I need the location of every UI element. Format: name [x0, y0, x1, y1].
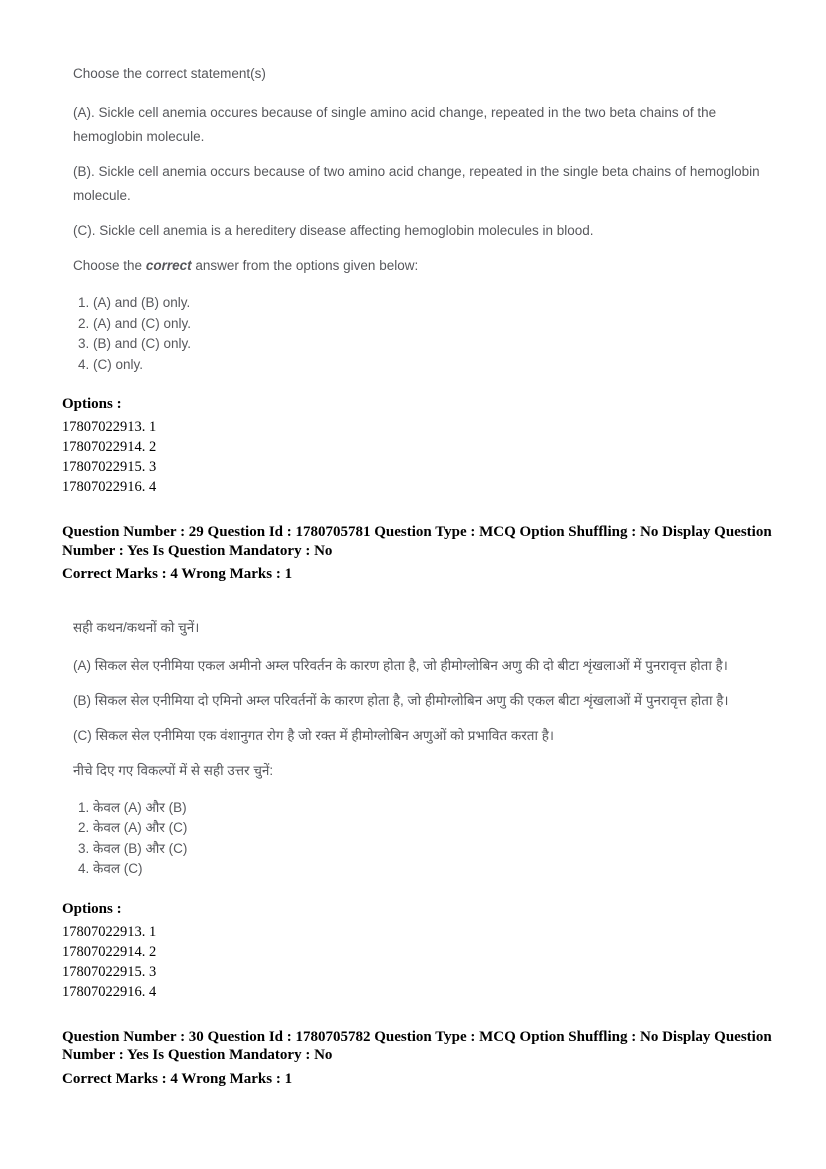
options-heading: Options : — [62, 900, 122, 917]
answer-choice: 4. (C) only. — [78, 356, 144, 372]
choose-prefix: Choose the — [73, 258, 146, 273]
answer-choice: 3. (B) and (C) only. — [78, 336, 192, 351]
question-text-hindi — [73, 615, 776, 880]
option-id-row: 17807022914. 2 — [62, 943, 157, 960]
option-id-row: 17807022913. 1 — [62, 923, 157, 940]
question-text-english — [73, 62, 776, 375]
answer-choices-hindi — [78, 798, 776, 880]
answer-choices-english — [78, 293, 776, 375]
question-prompt-hindi: सही कथन/कथनों को चुनें। — [73, 619, 200, 635]
option-id-row: 17807022915. 3 — [62, 963, 157, 980]
option-id-row: 17807022913. 1 — [62, 419, 157, 435]
statement-c-hindi: (C) सिकल सेल एनीमिया एक वंशानुगत रोग है जो रक्त में हीमोग्लोबिन अणुओं को प्रभावित करता है। — [73, 727, 554, 743]
options-block-q29 — [62, 395, 776, 497]
options-heading: Options : — [62, 396, 122, 412]
statement-b-hindi: (B) सिकल सेल एनीमिया दो एमिनो अम्ल परिवर्तनों के कारण होता है, जो हीमोग्लोबिन अणु की एकल बीटा शृंखलाओं में पुनरावृत्त होता है। — [73, 692, 729, 708]
option-id-row: 17807022915. 3 — [62, 459, 157, 475]
question-meta-line: Question Number : 30 Question Id : 1780705782 Question Type : MCQ Option Shuffling : No Display Question Number : Yes Is Question Mandatory : No — [62, 1028, 772, 1063]
answer-choice: 2. केवल (A) और (C) — [78, 820, 188, 835]
answer-choice: 4. केवल (C) — [78, 861, 143, 876]
correct-marks-line: Correct Marks : 4 Wrong Marks : 1 — [62, 1070, 293, 1087]
answer-choice: 3. केवल (B) और (C) — [78, 840, 188, 856]
statement-a-hindi: (A) सिकल सेल एनीमिया एकल अमीनो अम्ल परिवर्तन के कारण होता है, जो हीमोग्लोबिन अणु की दो बीटा शृंखलाओं में पुनरावृत्त होता है। — [73, 657, 728, 673]
question-29-metadata — [62, 523, 776, 584]
answer-choice: 1. केवल (A) और (B) — [78, 799, 187, 815]
question-meta-line: Question Number : 29 Question Id : 1780705781 Question Type : MCQ Option Shuffling : No Display Question Number : Yes Is Question Mandatory : No — [62, 524, 772, 559]
question-30-metadata — [62, 1028, 776, 1089]
option-id-row: 17807022914. 2 — [62, 439, 157, 455]
option-id-row: 17807022916. 4 — [62, 983, 157, 1000]
answer-choice: 1. (A) and (B) only. — [78, 295, 191, 310]
question-prompt-english: Choose the correct statement(s) — [73, 66, 266, 81]
choose-suffix: answer from the options given below: — [191, 258, 419, 273]
choose-answer-line-hindi: नीचे दिए गए विकल्पों में से सही उत्तर चुनें: — [73, 762, 274, 778]
option-id-row: 17807022916. 4 — [62, 479, 157, 495]
correct-marks-line: Correct Marks : 4 Wrong Marks : 1 — [62, 566, 293, 582]
answer-choice: 2. (A) and (C) only. — [78, 315, 192, 331]
statement-a-english: (A). Sickle cell anemia occures because of single amino acid change, repeated in the two beta chains of the hemoglobin molecule. — [73, 105, 717, 144]
choose-emphasis: correct — [145, 258, 192, 273]
choose-answer-line-english — [73, 254, 776, 278]
options-block-q30 — [62, 900, 776, 1002]
statement-c-english: (C). Sickle cell anemia is a hereditery disease affecting hemoglobin molecules in blood. — [73, 223, 594, 238]
statement-b-english: (B). Sickle cell anemia occurs because of two amino acid change, repeated in the single beta chains of hemoglobin molecule. — [73, 164, 760, 203]
